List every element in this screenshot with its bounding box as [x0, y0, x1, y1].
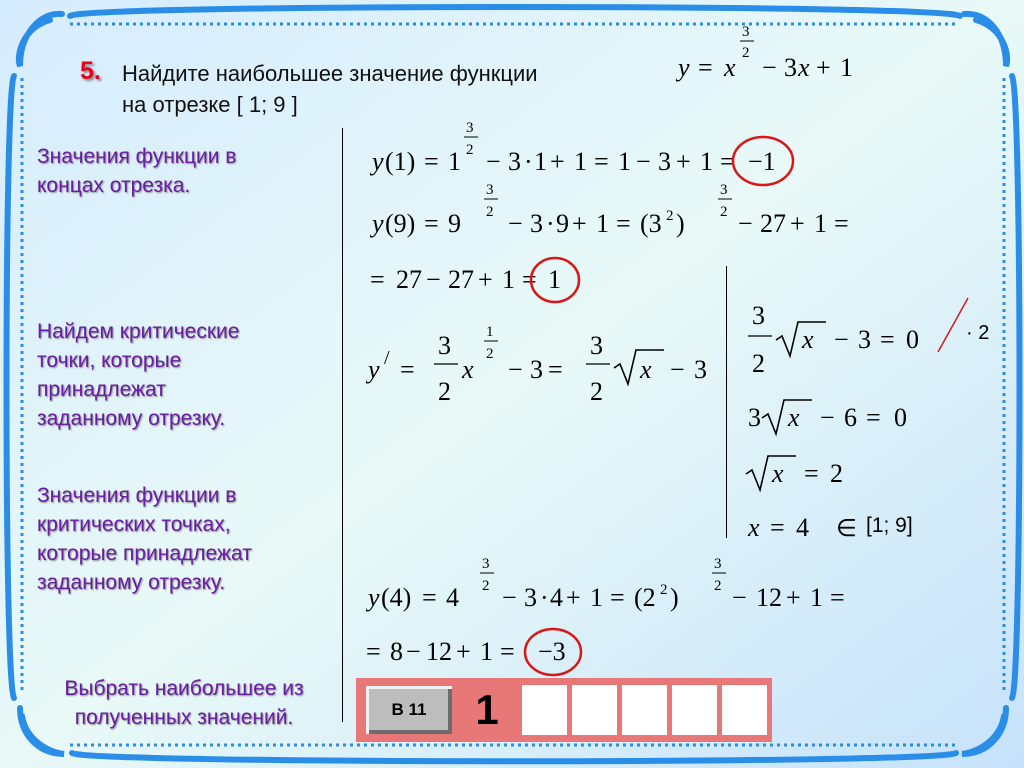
- svg-text:x: x: [802, 325, 814, 354]
- svg-text:=: =: [804, 459, 819, 488]
- task-number-badge: B 11: [366, 686, 452, 734]
- svg-text:3: 3: [658, 147, 671, 176]
- svg-text:1: 1: [548, 265, 561, 294]
- svg-text:12: 12: [756, 583, 782, 612]
- svg-text:−1: −1: [748, 147, 776, 176]
- svg-text:x: x: [772, 459, 784, 488]
- svg-text:x: x: [748, 513, 760, 542]
- note-choose-line-1: Выбрать наибольшее из: [64, 677, 304, 700]
- answer-cell[interactable]: [672, 685, 717, 735]
- svg-text:y: y: [372, 147, 384, 176]
- problem-number: 5.: [80, 57, 101, 85]
- interval-label: [1; 9]: [866, 514, 913, 537]
- svg-text:·: ·: [540, 583, 549, 612]
- svg-text:+: +: [676, 147, 691, 176]
- svg-text:2: 2: [438, 377, 451, 406]
- svg-text:27: 27: [760, 209, 786, 238]
- svg-text:3: 3: [590, 331, 603, 360]
- answer-value: 1: [475, 686, 499, 733]
- note-endpoints-line-2: концах отрезка.: [37, 174, 191, 197]
- svg-text:−: −: [732, 583, 747, 612]
- svg-text:+: +: [478, 265, 493, 294]
- svg-text:1: 1: [534, 147, 547, 176]
- svg-text:−: −: [670, 355, 685, 384]
- svg-text:3: 3: [524, 583, 537, 612]
- svg-text:27: 27: [448, 265, 474, 294]
- svg-text:1: 1: [596, 209, 609, 238]
- svg-text:): ): [676, 209, 685, 238]
- svg-text:=: =: [366, 637, 381, 666]
- svg-text:+: +: [572, 209, 587, 238]
- svg-text:(4): (4): [381, 583, 412, 612]
- problem-text-line-2: на отрезке [ 1; 9 ]: [122, 92, 298, 117]
- svg-text:3: 3: [858, 325, 871, 354]
- answer-cell[interactable]: [722, 685, 767, 735]
- note-choose-max: [37, 674, 331, 732]
- svg-text:1: 1: [502, 265, 515, 294]
- svg-text:3: 3: [720, 182, 728, 198]
- svg-text:1: 1: [618, 147, 631, 176]
- note-critical-points: [37, 317, 239, 433]
- svg-text:(2: (2: [634, 583, 656, 612]
- svg-text:·: ·: [546, 209, 555, 238]
- equation-step-3: [736, 446, 876, 496]
- svg-text:=: =: [834, 209, 849, 238]
- svg-text:=: =: [720, 147, 735, 176]
- svg-text:3: 3: [694, 355, 707, 384]
- svg-text:/: /: [384, 347, 390, 369]
- svg-text:y: y: [368, 583, 380, 612]
- svg-text:=: =: [424, 147, 439, 176]
- problem-text-line-1: Найдите наибольшее значение функции: [122, 61, 538, 86]
- svg-text:2: 2: [486, 204, 494, 220]
- note-critical-values-line-2: критических точках,: [37, 513, 231, 536]
- svg-text:=: =: [880, 325, 895, 354]
- svg-text:x: x: [640, 355, 652, 384]
- svg-text:∈: ∈: [836, 516, 857, 542]
- answer-panel: [356, 678, 772, 742]
- svg-text:2: 2: [742, 45, 750, 61]
- formula-y-of-9: [362, 176, 882, 252]
- note-critical-line-1: Найдем критические: [37, 320, 240, 343]
- svg-text:=: =: [616, 209, 631, 238]
- svg-text:3: 3: [742, 24, 750, 40]
- equation-step-1: [736, 296, 936, 382]
- column-divider: [342, 128, 343, 722]
- svg-text:3: 3: [438, 331, 451, 360]
- svg-text:1: 1: [840, 53, 853, 82]
- svg-text:1: 1: [590, 583, 603, 612]
- svg-text:1: 1: [486, 324, 494, 340]
- svg-text:27: 27: [396, 265, 422, 294]
- formula-y-of-9-result: [362, 252, 622, 308]
- answer-cell[interactable]: [522, 685, 567, 735]
- svg-text:3: 3: [486, 182, 494, 198]
- svg-text:2: 2: [482, 578, 490, 594]
- note-choose-line-2: полученных значений.: [74, 706, 294, 729]
- svg-text:=: =: [594, 147, 609, 176]
- svg-text:3: 3: [748, 403, 761, 432]
- svg-text:+: +: [790, 209, 805, 238]
- svg-text:=: =: [422, 583, 437, 612]
- svg-text:4: 4: [796, 513, 809, 542]
- svg-text:3: 3: [530, 355, 543, 384]
- svg-text:3: 3: [714, 556, 722, 572]
- equation-bracket-line: [726, 266, 727, 538]
- formula-derivative: [362, 318, 722, 414]
- svg-text:x: x: [798, 53, 810, 82]
- svg-text:(3: (3: [640, 209, 662, 238]
- svg-text:−: −: [508, 355, 523, 384]
- svg-text:·: ·: [524, 147, 533, 176]
- svg-text:0: 0: [906, 325, 919, 354]
- svg-text:1: 1: [814, 209, 827, 238]
- svg-text:3: 3: [466, 120, 474, 136]
- svg-text:1: 1: [480, 637, 493, 666]
- svg-text:+: +: [786, 583, 801, 612]
- svg-text:2: 2: [660, 582, 668, 598]
- formula-y-of-4-result: [362, 624, 622, 680]
- svg-text:y: y: [368, 355, 380, 384]
- svg-text:1: 1: [448, 147, 461, 176]
- svg-text:y: y: [372, 209, 384, 238]
- svg-text:=: =: [500, 637, 515, 666]
- svg-text:4: 4: [446, 583, 459, 612]
- svg-text:+: +: [456, 637, 471, 666]
- multiply-marker-line: [930, 296, 970, 356]
- svg-text:2: 2: [714, 578, 722, 594]
- svg-text:): ): [670, 583, 679, 612]
- svg-text:2: 2: [590, 377, 603, 406]
- svg-text:=: =: [866, 403, 881, 432]
- svg-text:3: 3: [482, 556, 490, 572]
- svg-text:=: =: [770, 513, 785, 542]
- note-critical-values: [37, 481, 252, 597]
- equation-step-2: [736, 390, 936, 440]
- svg-text:(1): (1): [385, 147, 416, 176]
- note-endpoints: [37, 142, 236, 200]
- svg-text:3: 3: [530, 209, 543, 238]
- svg-text:−: −: [738, 209, 753, 238]
- svg-text:x: x: [462, 355, 474, 384]
- svg-text:2: 2: [830, 459, 843, 488]
- svg-text:+: +: [566, 583, 581, 612]
- multiply-by-two-label: · 2: [966, 322, 990, 344]
- svg-text:=: =: [424, 209, 439, 238]
- svg-text:=: =: [698, 53, 713, 82]
- svg-text:=: =: [522, 265, 537, 294]
- formula-y-of-4: [362, 548, 882, 624]
- svg-text:−: −: [834, 325, 849, 354]
- svg-text:+: +: [816, 53, 831, 82]
- svg-text:2: 2: [666, 208, 674, 224]
- svg-text:−: −: [502, 583, 517, 612]
- svg-text:9: 9: [448, 209, 461, 238]
- note-endpoints-line-1: Значения функции в: [37, 145, 237, 168]
- svg-text:−: −: [762, 53, 777, 82]
- svg-text:−: −: [508, 209, 523, 238]
- svg-text:6: 6: [844, 403, 857, 432]
- svg-text:2: 2: [752, 349, 765, 378]
- svg-text:3: 3: [784, 53, 797, 82]
- svg-text:y: y: [678, 53, 690, 82]
- svg-text:4: 4: [550, 583, 563, 612]
- note-critical-line-4: заданному отрезку.: [37, 407, 226, 430]
- note-critical-values-line-1: Значения функции в: [37, 484, 237, 507]
- svg-text:+: +: [550, 147, 565, 176]
- svg-text:2: 2: [486, 346, 494, 362]
- svg-text:−: −: [636, 147, 651, 176]
- svg-text:=: =: [610, 583, 625, 612]
- svg-text:0: 0: [894, 403, 907, 432]
- svg-text:1: 1: [810, 583, 823, 612]
- svg-text:−: −: [406, 637, 421, 666]
- problem-function-formula: [670, 20, 880, 90]
- svg-text:3: 3: [508, 147, 521, 176]
- svg-text:12: 12: [426, 637, 452, 666]
- svg-text:(9): (9): [385, 209, 416, 238]
- note-critical-values-line-3: которые принадлежат: [37, 542, 252, 565]
- note-critical-line-3: принадлежат: [37, 378, 166, 401]
- svg-text:x: x: [788, 403, 800, 432]
- svg-text:3: 3: [752, 301, 765, 330]
- svg-text:−3: −3: [538, 637, 566, 666]
- note-critical-values-line-4: заданному отрезку.: [37, 571, 226, 594]
- svg-text:=: =: [400, 355, 415, 384]
- svg-text:1: 1: [574, 147, 587, 176]
- answer-cell[interactable]: [572, 685, 617, 735]
- svg-text:1: 1: [700, 147, 713, 176]
- svg-text:x: x: [724, 53, 736, 82]
- svg-text:=: =: [830, 583, 845, 612]
- svg-text:=: =: [370, 265, 385, 294]
- svg-text:2: 2: [466, 142, 474, 158]
- svg-text:−: −: [820, 403, 835, 432]
- svg-text:−: −: [426, 265, 441, 294]
- svg-text:2: 2: [720, 204, 728, 220]
- answer-cell[interactable]: [622, 685, 667, 735]
- svg-text:=: =: [548, 355, 563, 384]
- note-critical-line-2: точки, которые: [37, 349, 182, 372]
- svg-text:−: −: [486, 147, 501, 176]
- svg-text:8: 8: [390, 637, 403, 666]
- svg-text:9: 9: [556, 209, 569, 238]
